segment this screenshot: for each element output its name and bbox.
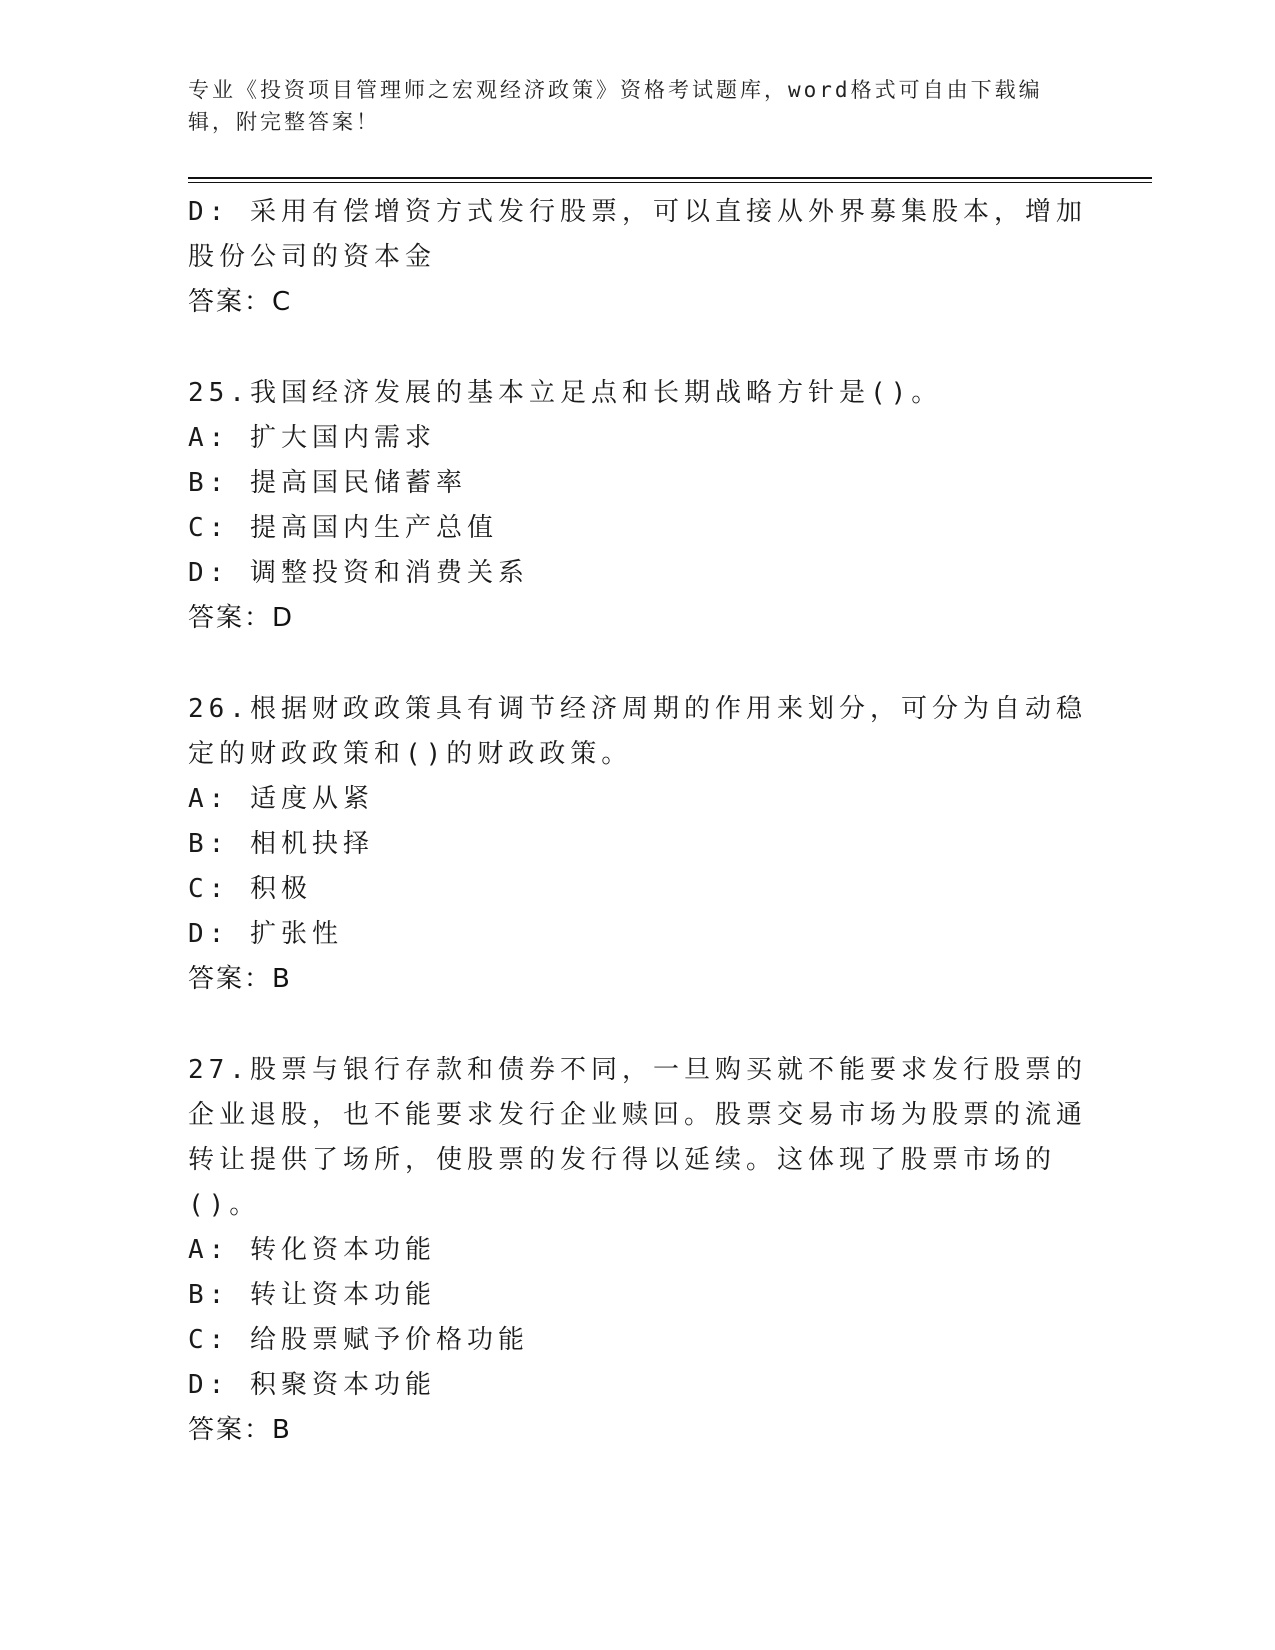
answer: 答案：D [188,603,295,633]
question-25 [188,371,1088,641]
question-27 [188,1048,1088,1453]
option-a: A: 转化资本功能 [188,1235,436,1265]
option-a: A: 适度从紧 [188,784,374,814]
option-b: B: 转让资本功能 [188,1280,436,1310]
option-d: D: 调整投资和消费关系 [188,558,529,588]
carryover-option-d: D: 采用有偿增资方式发行股票，可以直接从外界募集股本，增加股份公司的资本金 [188,197,1087,272]
option-b: B: 提高国民储蓄率 [188,468,467,498]
answer: 答案：B [188,964,292,994]
option-d: D: 扩张性 [188,919,343,949]
question-stem: 26.根据财政政策具有调节经济周期的作用来划分，可分为自动稳定的财政政策和()的财政政策。 [188,694,1087,769]
question-26 [188,687,1088,1002]
option-c: C: 积极 [188,874,312,904]
answer: 答案：B [188,1415,292,1445]
option-d: D: 积聚资本功能 [188,1370,436,1400]
question-stem: 25.我国经济发展的基本立足点和长期战略方针是()。 [188,378,943,408]
option-b: B: 相机抉择 [188,829,374,859]
carryover-answer: 答案：C [188,287,293,317]
document-body [188,190,1088,1453]
option-c: C: 提高国内生产总值 [188,513,498,543]
option-a: A: 扩大国内需求 [188,423,436,453]
page-header: 专业《投资项目管理师之宏观经济政策》资格考试题库，word格式可自由下载编辑，附完整答案！ [188,78,1043,134]
option-c: C: 给股票赋予价格功能 [188,1325,529,1355]
header-rule [188,177,1152,183]
question-stem: 27.股票与银行存款和债券不同，一旦购买就不能要求发行股票的企业退股，也不能要求发行企业赎回。股票交易市场为股票的流通转让提供了场所，使股票的发行得以延续。这体现了股票市场的()。 [188,1055,1088,1220]
